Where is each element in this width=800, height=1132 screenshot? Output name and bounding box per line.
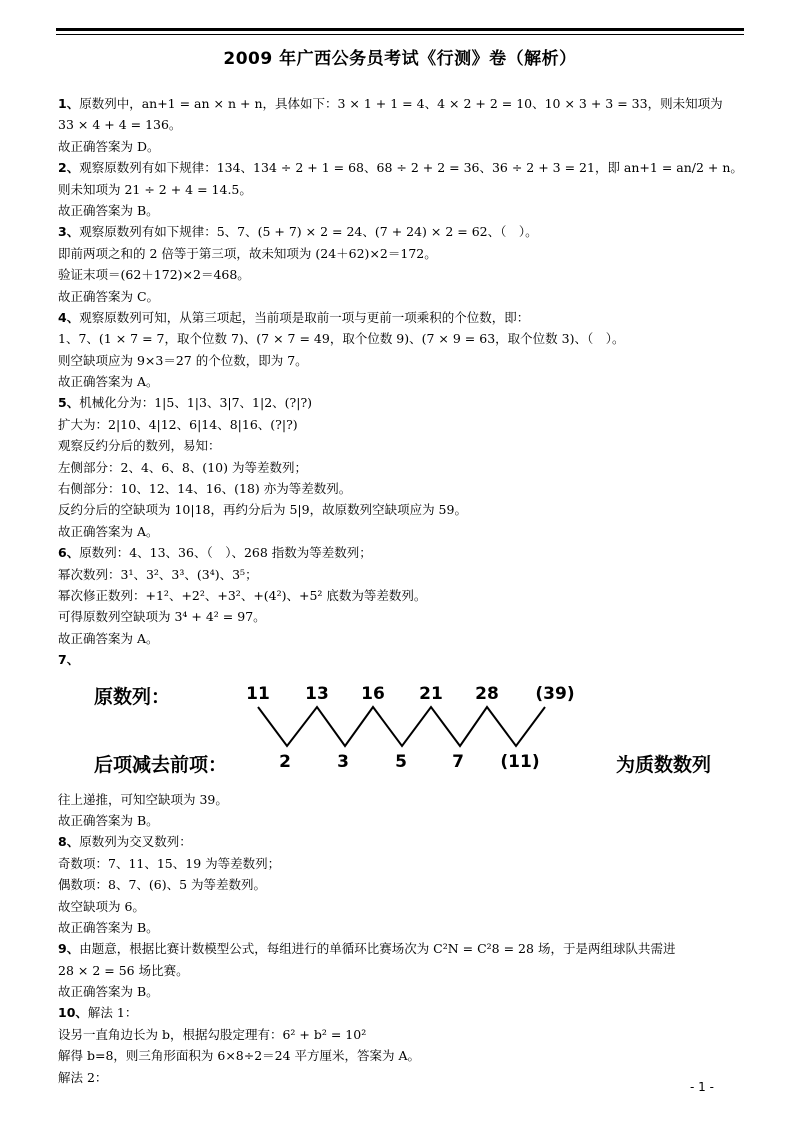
line-text: 观察原数列可知，从第三项起，当前项是取前一项与更前一项乘积的个位数，即： <box>79 309 530 325</box>
line-text: 即前两项之和的 2 倍等于第三项，故未知项为 (24＋62)×2＝172。 <box>58 245 437 261</box>
text-line <box>58 392 748 413</box>
line-text: 由题意，根据比赛计数模型公式，每组进行的单循环比赛场次为 C²N = C²8 = 28 场，于是两组球队共需进 <box>79 941 676 957</box>
line-text: 则空缺项应为 9×3＝27 的个位数，即为 7。 <box>58 352 308 368</box>
line-text: 原数列：4、13、36、（ ）、268 指数为等差数列； <box>79 545 372 561</box>
seq-top-3: 21 <box>419 684 443 704</box>
line-text: 机械化分为：1|5、1|3、3|7、1|2、(?|?) <box>79 395 313 411</box>
line-text: 故正确答案为 B。 <box>58 984 159 1000</box>
text-line <box>58 938 748 959</box>
q7-difference-diagram <box>56 670 756 790</box>
line-text: 设另一直角边长为 b，根据勾股定理有：6² + b² = 10² <box>58 1026 367 1042</box>
difference-sequence-label: 后项减去前项： <box>94 754 228 776</box>
line-text: 左侧部分：2、4、6、8、(10) 为等差数列； <box>58 459 307 475</box>
line-text: 可得原数列空缺项为 3⁴ + 4² = 97。 <box>58 609 266 625</box>
document-body <box>58 93 748 1088</box>
text-line <box>58 960 748 981</box>
header-rule-thick <box>56 28 744 31</box>
text-line <box>58 200 748 221</box>
line-text: 故正确答案为 A。 <box>58 523 159 539</box>
question-number: 8、 <box>58 834 80 850</box>
text-line <box>58 649 748 670</box>
text-line <box>58 853 748 874</box>
text-line <box>58 136 748 157</box>
document-title: 2009 年广西公务员考试《行测》卷（解析） <box>223 49 577 69</box>
question-number: 9、 <box>58 941 80 957</box>
text-line <box>58 831 748 852</box>
line-text: 扩大为：2|10、4|12、6|14、8|16、(?|?) <box>58 416 298 432</box>
line-text: 验证末项＝(62＋172)×2＝468。 <box>58 267 250 283</box>
line-text: 原数列中，an+1 = an × n + n，具体如下：3 × 1 + 1 = 4、4 × 2 + 2 = 10、10 × 3 + 3 = 33，则未知项为 <box>79 96 723 111</box>
seq-top-5: (39) <box>535 684 575 704</box>
header-rule-thin <box>56 34 744 35</box>
text-line <box>58 179 748 200</box>
text-line <box>58 114 748 135</box>
text-line <box>58 874 748 895</box>
prime-sequence-label: 为质数数列 <box>616 754 712 776</box>
line-text: 故正确答案为 D。 <box>58 138 160 154</box>
line-text: 观察反约分后的数列，易知： <box>58 438 221 454</box>
text-line <box>58 414 748 435</box>
text-line <box>58 542 748 563</box>
line-text: 往上递推，可知空缺项为 39。 <box>58 791 228 807</box>
text-line <box>58 371 748 392</box>
line-text: 偶数项：8、7、(6)、5 为等差数列。 <box>58 877 267 893</box>
line-text: 幂次修正数列：+1²、+2²、+3²、+(4²)、+5² 底数为等差数列。 <box>58 587 427 603</box>
line-text: 故正确答案为 A。 <box>58 374 159 390</box>
text-line <box>58 499 748 520</box>
line-text: 故正确答案为 B。 <box>58 812 159 828</box>
line-text: 1、7、(1 × 7 = 7，取个位数 7)、(7 × 7 = 49，取个位数 9)、(7 × 9 = 63，取个位数 3)、（ ）。 <box>58 331 625 347</box>
seq-bottom-2: 5 <box>395 752 407 772</box>
line-text: 故正确答案为 B。 <box>58 202 159 218</box>
page-number: - 1 - <box>690 1080 714 1094</box>
question-number: 6、 <box>58 545 80 561</box>
text-line <box>58 264 748 285</box>
original-sequence-label: 原数列： <box>94 686 171 708</box>
solutions-1-to-7 <box>58 93 748 671</box>
line-text: 则未知项为 21 ÷ 2 + 4 = 14.5。 <box>58 181 252 197</box>
line-text: 原数列为交叉数列： <box>79 834 192 850</box>
text-line <box>58 810 748 831</box>
text-line <box>58 307 748 328</box>
text-line <box>58 606 748 627</box>
text-line <box>58 221 748 242</box>
line-text: 故空缺项为 6。 <box>58 898 145 914</box>
question-number: 7、 <box>58 652 80 668</box>
question-number: 5、 <box>58 395 80 411</box>
question-number: 2、 <box>58 160 80 176</box>
text-line <box>58 328 748 349</box>
solutions-7-to-10 <box>58 789 748 1088</box>
text-line <box>58 789 748 810</box>
question-number: 10、 <box>58 1005 88 1021</box>
line-text: 解法 2： <box>58 1069 108 1085</box>
zigzag-connector <box>56 670 756 790</box>
text-line <box>58 1045 748 1066</box>
seq-top-1: 13 <box>305 684 329 704</box>
seq-top-4: 28 <box>475 684 499 704</box>
line-text: 解法 1： <box>87 1005 138 1021</box>
text-line <box>58 1067 748 1088</box>
seq-bottom-1: 3 <box>337 752 349 772</box>
question-number: 4、 <box>58 309 80 325</box>
text-line <box>58 896 748 917</box>
text-line <box>58 917 748 938</box>
text-line <box>58 628 748 649</box>
text-line <box>58 157 748 178</box>
seq-bottom-3: 7 <box>452 752 464 772</box>
text-line <box>58 981 748 1002</box>
line-text: 故正确答案为 B。 <box>58 919 159 935</box>
line-text: 观察原数列有如下规律：134、134 ÷ 2 + 1 = 68、68 ÷ 2 + 2 = 36、36 ÷ 2 + 3 = 21，即 an+1 = an/2 + n。 <box>79 160 743 176</box>
seq-top-2: 16 <box>361 684 385 704</box>
line-text: 反约分后的空缺项为 10|18，再约分后为 5|9，故原数列空缺项应为 59。 <box>58 502 467 518</box>
line-text: 观察原数列有如下规律：5、7、(5 + 7) × 2 = 24、(7 + 24) × 2 = 62、（ ）。 <box>79 224 538 240</box>
question-number: 3、 <box>58 224 80 240</box>
text-line <box>58 457 748 478</box>
line-text: 故正确答案为 C。 <box>58 288 160 304</box>
text-line <box>58 478 748 499</box>
text-line <box>58 350 748 371</box>
text-line <box>58 243 748 264</box>
text-line <box>58 521 748 542</box>
line-text: 28 × 2 = 56 场比赛。 <box>58 962 189 978</box>
text-line <box>58 435 748 456</box>
seq-bottom-4: (11) <box>500 752 540 772</box>
line-text: 33 × 4 + 4 = 136。 <box>58 117 182 133</box>
text-line <box>58 1024 748 1045</box>
line-text: 奇数项：7、11、15、19 为等差数列； <box>58 855 281 871</box>
text-line <box>58 564 748 585</box>
text-line <box>58 1002 748 1023</box>
line-text: 解得 b=8，则三角形面积为 6×8÷2＝24 平方厘米，答案为 A。 <box>58 1048 421 1064</box>
seq-bottom-0: 2 <box>279 752 291 772</box>
text-line <box>58 93 748 114</box>
text-line <box>58 286 748 307</box>
line-text: 故正确答案为 A。 <box>58 630 159 646</box>
question-number: 1、 <box>58 96 80 111</box>
text-line <box>58 585 748 606</box>
line-text: 右侧部分：10、12、14、16、(18) 亦为等差数列。 <box>58 481 352 497</box>
seq-top-0: 11 <box>246 684 270 704</box>
line-text: 幂次数列：3¹、3²、3³、(3⁴)、3⁵； <box>58 566 258 582</box>
